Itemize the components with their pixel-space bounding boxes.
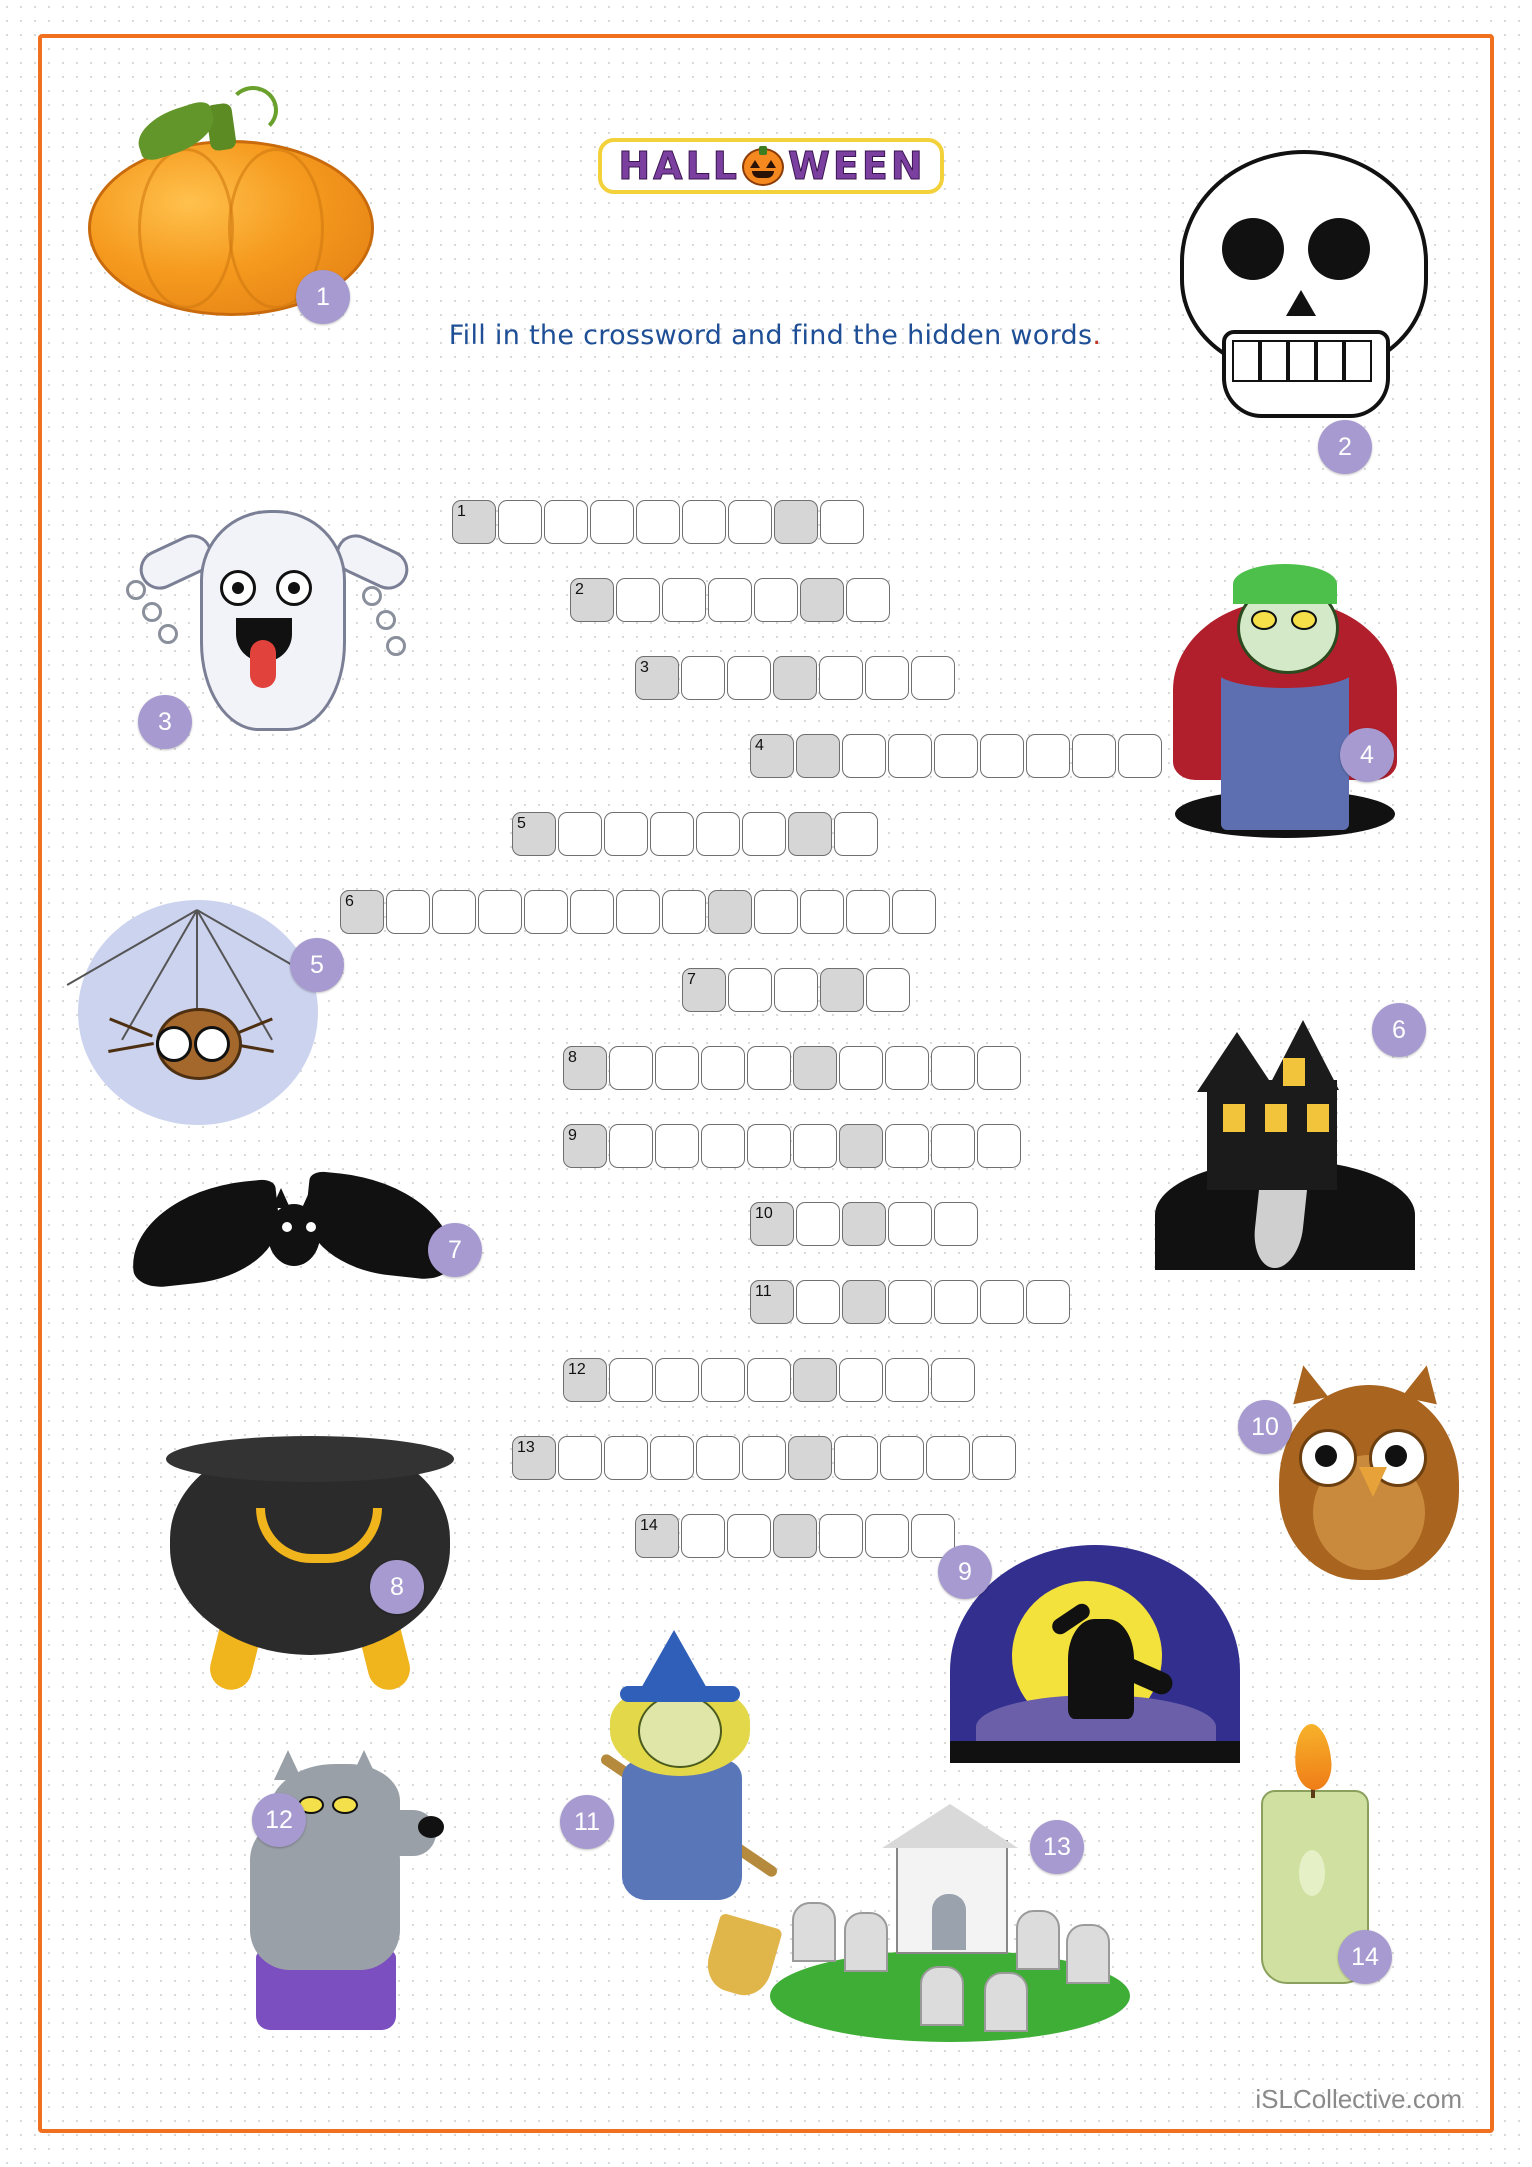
crossword-row[interactable] [512, 812, 880, 856]
crossword-letter-cell[interactable] [972, 1436, 1016, 1480]
crossword-hidden-letter-cell[interactable] [788, 1436, 832, 1480]
crossword-row-number: 3 [635, 656, 679, 700]
crossword-letter-cell[interactable] [820, 500, 864, 544]
crossword-letter-cell[interactable] [926, 1436, 970, 1480]
crossword-row[interactable] [340, 890, 938, 934]
crossword-letter-cell[interactable] [892, 890, 936, 934]
picture-number-badge-moonwolf: 9 [938, 1545, 992, 1599]
werewolf-image [190, 1750, 480, 2080]
crossword-row[interactable] [563, 1046, 1023, 1090]
crossword-letter-cell[interactable] [846, 578, 890, 622]
crossword-letter-cell[interactable] [590, 500, 634, 544]
crossword-letter-cell[interactable] [742, 1436, 786, 1480]
picture-number-badge-ghost: 3 [138, 695, 192, 749]
crossword-letter-cell[interactable] [846, 890, 890, 934]
crossword-letter-cell[interactable] [834, 1436, 878, 1480]
crossword-letter-cell[interactable] [544, 500, 588, 544]
bat-image [130, 1160, 460, 1340]
crossword-letter-cell[interactable] [747, 1046, 791, 1090]
crossword-letter-cell[interactable] [478, 890, 522, 934]
picture-number-badge-house: 6 [1372, 1003, 1426, 1057]
title-letter: L [712, 144, 738, 188]
instruction-label: Fill in the crossword and find the hidden words [448, 320, 1093, 351]
crossword-letter-cell[interactable] [800, 890, 844, 934]
spider-web-image [78, 900, 328, 1130]
crossword-letter-cell[interactable] [865, 656, 909, 700]
crossword-letter-cell[interactable] [616, 578, 660, 622]
crossword-row-number: 6 [340, 890, 384, 934]
crossword-row-number: 2 [570, 578, 614, 622]
crossword-letter-cell[interactable] [774, 968, 818, 1012]
haunted-house-image [1155, 1020, 1415, 1270]
crossword-letter-cell[interactable] [728, 500, 772, 544]
crossword-row-number: 9 [563, 1124, 607, 1168]
crossword-letter-cell[interactable] [701, 1358, 745, 1402]
crossword-letter-cell[interactable] [866, 968, 910, 1012]
watermark: iSLCollective.com [1255, 2084, 1462, 2114]
crossword-letter-cell[interactable] [980, 1280, 1024, 1324]
crossword-letter-cell[interactable] [609, 1046, 653, 1090]
picture-number-badge-candle: 14 [1338, 1930, 1392, 1984]
crossword-hidden-letter-cell[interactable] [793, 1358, 837, 1402]
crossword-letter-cell[interactable] [1026, 1280, 1070, 1324]
crossword-row-number: 1 [452, 500, 496, 544]
crossword-letter-cell[interactable] [796, 1202, 840, 1246]
crossword-row-number: 8 [563, 1046, 607, 1090]
picture-number-badge-vampire: 4 [1340, 728, 1394, 782]
crossword-letter-cell[interactable] [888, 1280, 932, 1324]
crossword-letter-cell[interactable] [662, 578, 706, 622]
crossword-letter-cell[interactable] [754, 578, 798, 622]
crossword-letter-cell[interactable] [650, 1436, 694, 1480]
crossword-letter-cell[interactable] [655, 1124, 699, 1168]
crossword-row-number: 5 [512, 812, 556, 856]
crossword-letter-cell[interactable] [558, 1436, 602, 1480]
crossword-letter-cell[interactable] [796, 1280, 840, 1324]
crossword-letter-cell[interactable] [977, 1124, 1021, 1168]
crossword-hidden-letter-cell[interactable] [820, 968, 864, 1012]
picture-number-badge-cauldron: 8 [370, 1560, 424, 1614]
picture-number-badge-owl: 10 [1238, 1400, 1292, 1454]
title-letter: L [685, 144, 711, 188]
crossword-letter-cell[interactable] [558, 812, 602, 856]
howling-wolf-moon-image [950, 1545, 1240, 1785]
crossword-row-number: 12 [563, 1358, 607, 1402]
picture-number-badge-skull: 2 [1318, 420, 1372, 474]
crossword-letter-cell[interactable] [681, 656, 725, 700]
cauldron-image [160, 1420, 460, 1710]
crossword-hidden-letter-cell[interactable] [774, 500, 818, 544]
crossword-letter-cell[interactable] [931, 1124, 975, 1168]
picture-number-badge-bat: 7 [428, 1223, 482, 1277]
crossword-letter-cell[interactable] [747, 1124, 791, 1168]
crossword-row[interactable] [750, 1202, 980, 1246]
crossword-letter-cell[interactable] [934, 734, 978, 778]
picture-number-badge-werewolf: 12 [252, 1793, 306, 1847]
crossword-letter-cell[interactable] [662, 890, 706, 934]
crossword-letter-cell[interactable] [609, 1124, 653, 1168]
crossword-row[interactable] [750, 734, 1164, 778]
crossword-letter-cell[interactable] [742, 812, 786, 856]
crossword-letter-cell[interactable] [681, 1514, 725, 1558]
title-letter: H [618, 144, 652, 188]
crossword-letter-cell[interactable] [604, 812, 648, 856]
crossword-letter-cell[interactable] [934, 1280, 978, 1324]
crossword-row[interactable] [452, 500, 866, 544]
crossword-row[interactable] [512, 1436, 1018, 1480]
crossword-letter-cell[interactable] [977, 1046, 1021, 1090]
crossword-letter-cell[interactable] [934, 1202, 978, 1246]
crossword-letter-cell[interactable] [747, 1358, 791, 1402]
crossword-row[interactable] [682, 968, 912, 1012]
crossword-letter-cell[interactable] [754, 890, 798, 934]
crossword-hidden-letter-cell[interactable] [839, 1124, 883, 1168]
crossword-letter-cell[interactable] [604, 1436, 648, 1480]
crossword-letter-cell[interactable] [819, 1514, 863, 1558]
crossword-row[interactable] [750, 1280, 1072, 1324]
title-letter: E [832, 144, 860, 188]
crossword-letter-cell[interactable] [682, 500, 726, 544]
crossword-letter-cell[interactable] [701, 1124, 745, 1168]
picture-number-badge-witch: 11 [560, 1795, 614, 1849]
crossword-letter-cell[interactable] [636, 500, 680, 544]
crossword-letter-cell[interactable] [885, 1358, 929, 1402]
crossword-letter-cell[interactable] [609, 1358, 653, 1402]
crossword-letter-cell[interactable] [931, 1358, 975, 1402]
crossword-letter-cell[interactable] [865, 1514, 909, 1558]
crossword-hidden-letter-cell[interactable] [842, 1202, 886, 1246]
crossword-row-number: 11 [750, 1280, 794, 1324]
crossword-letter-cell[interactable] [911, 656, 955, 700]
crossword-letter-cell[interactable] [696, 812, 740, 856]
crossword-letter-cell[interactable] [728, 968, 772, 1012]
title-letter: W [788, 144, 831, 188]
crossword-hidden-letter-cell[interactable] [800, 578, 844, 622]
crossword-letter-cell[interactable] [727, 1514, 771, 1558]
crossword-letter-cell[interactable] [655, 1046, 699, 1090]
crossword-row-number: 7 [682, 968, 726, 1012]
owl-image [1255, 1345, 1485, 1595]
picture-number-badge-graveyard: 13 [1030, 1820, 1084, 1874]
picture-number-badge-spider: 5 [290, 938, 344, 992]
crossword-row-number: 4 [750, 734, 794, 778]
crossword-row[interactable] [635, 1514, 957, 1558]
crossword-letter-cell[interactable] [650, 812, 694, 856]
crossword-row-number: 10 [750, 1202, 794, 1246]
crossword-letter-cell[interactable] [839, 1358, 883, 1402]
title-letter: A [653, 144, 684, 188]
crossword-hidden-letter-cell[interactable] [773, 656, 817, 700]
crossword-hidden-letter-cell[interactable] [708, 890, 752, 934]
crossword-hidden-letter-cell[interactable] [796, 734, 840, 778]
crossword-letter-cell[interactable] [432, 890, 476, 934]
crossword-hidden-letter-cell[interactable] [773, 1514, 817, 1558]
crossword-letter-cell[interactable] [885, 1046, 929, 1090]
crossword-row[interactable] [635, 656, 957, 700]
instruction-period: . [1092, 320, 1102, 351]
skull-image [1160, 140, 1450, 460]
crossword-letter-cell[interactable] [842, 734, 886, 778]
crossword-letter-cell[interactable] [696, 1436, 740, 1480]
crossword-letter-cell[interactable] [498, 500, 542, 544]
crossword-letter-cell[interactable] [880, 1436, 924, 1480]
crossword-letter-cell[interactable] [885, 1124, 929, 1168]
crossword-row[interactable] [570, 578, 892, 622]
crossword-letter-cell[interactable] [980, 734, 1024, 778]
crossword-letter-cell[interactable] [834, 812, 878, 856]
crossword-row-number: 13 [512, 1436, 556, 1480]
crossword-letter-cell[interactable] [1072, 734, 1116, 778]
crossword-letter-cell[interactable] [701, 1046, 745, 1090]
crossword-letter-cell[interactable] [793, 1124, 837, 1168]
crossword-letter-cell[interactable] [888, 1202, 932, 1246]
title-letter: E [861, 144, 889, 188]
crossword-letter-cell[interactable] [931, 1046, 975, 1090]
vampire-image [1155, 540, 1415, 860]
crossword-letter-cell[interactable] [888, 734, 932, 778]
crossword-hidden-letter-cell[interactable] [793, 1046, 837, 1090]
crossword-letter-cell[interactable] [570, 890, 614, 934]
crossword-letter-cell[interactable] [655, 1358, 699, 1402]
crossword-row[interactable] [563, 1124, 1023, 1168]
crossword-letter-cell[interactable] [386, 890, 430, 934]
crossword-letter-cell[interactable] [708, 578, 752, 622]
crossword-letter-cell[interactable] [616, 890, 660, 934]
crossword-letter-cell[interactable] [727, 656, 771, 700]
crossword-hidden-letter-cell[interactable] [842, 1280, 886, 1324]
crossword-row[interactable] [563, 1358, 977, 1402]
crossword-letter-cell[interactable] [839, 1046, 883, 1090]
crossword-row-number: 14 [635, 1514, 679, 1558]
crossword-letter-cell[interactable] [819, 656, 863, 700]
picture-number-badge-pumpkin: 1 [296, 270, 350, 324]
crossword-letter-cell[interactable] [524, 890, 568, 934]
crossword-letter-cell[interactable] [1026, 734, 1070, 778]
crossword-hidden-letter-cell[interactable] [788, 812, 832, 856]
title-letter: N [890, 144, 924, 188]
